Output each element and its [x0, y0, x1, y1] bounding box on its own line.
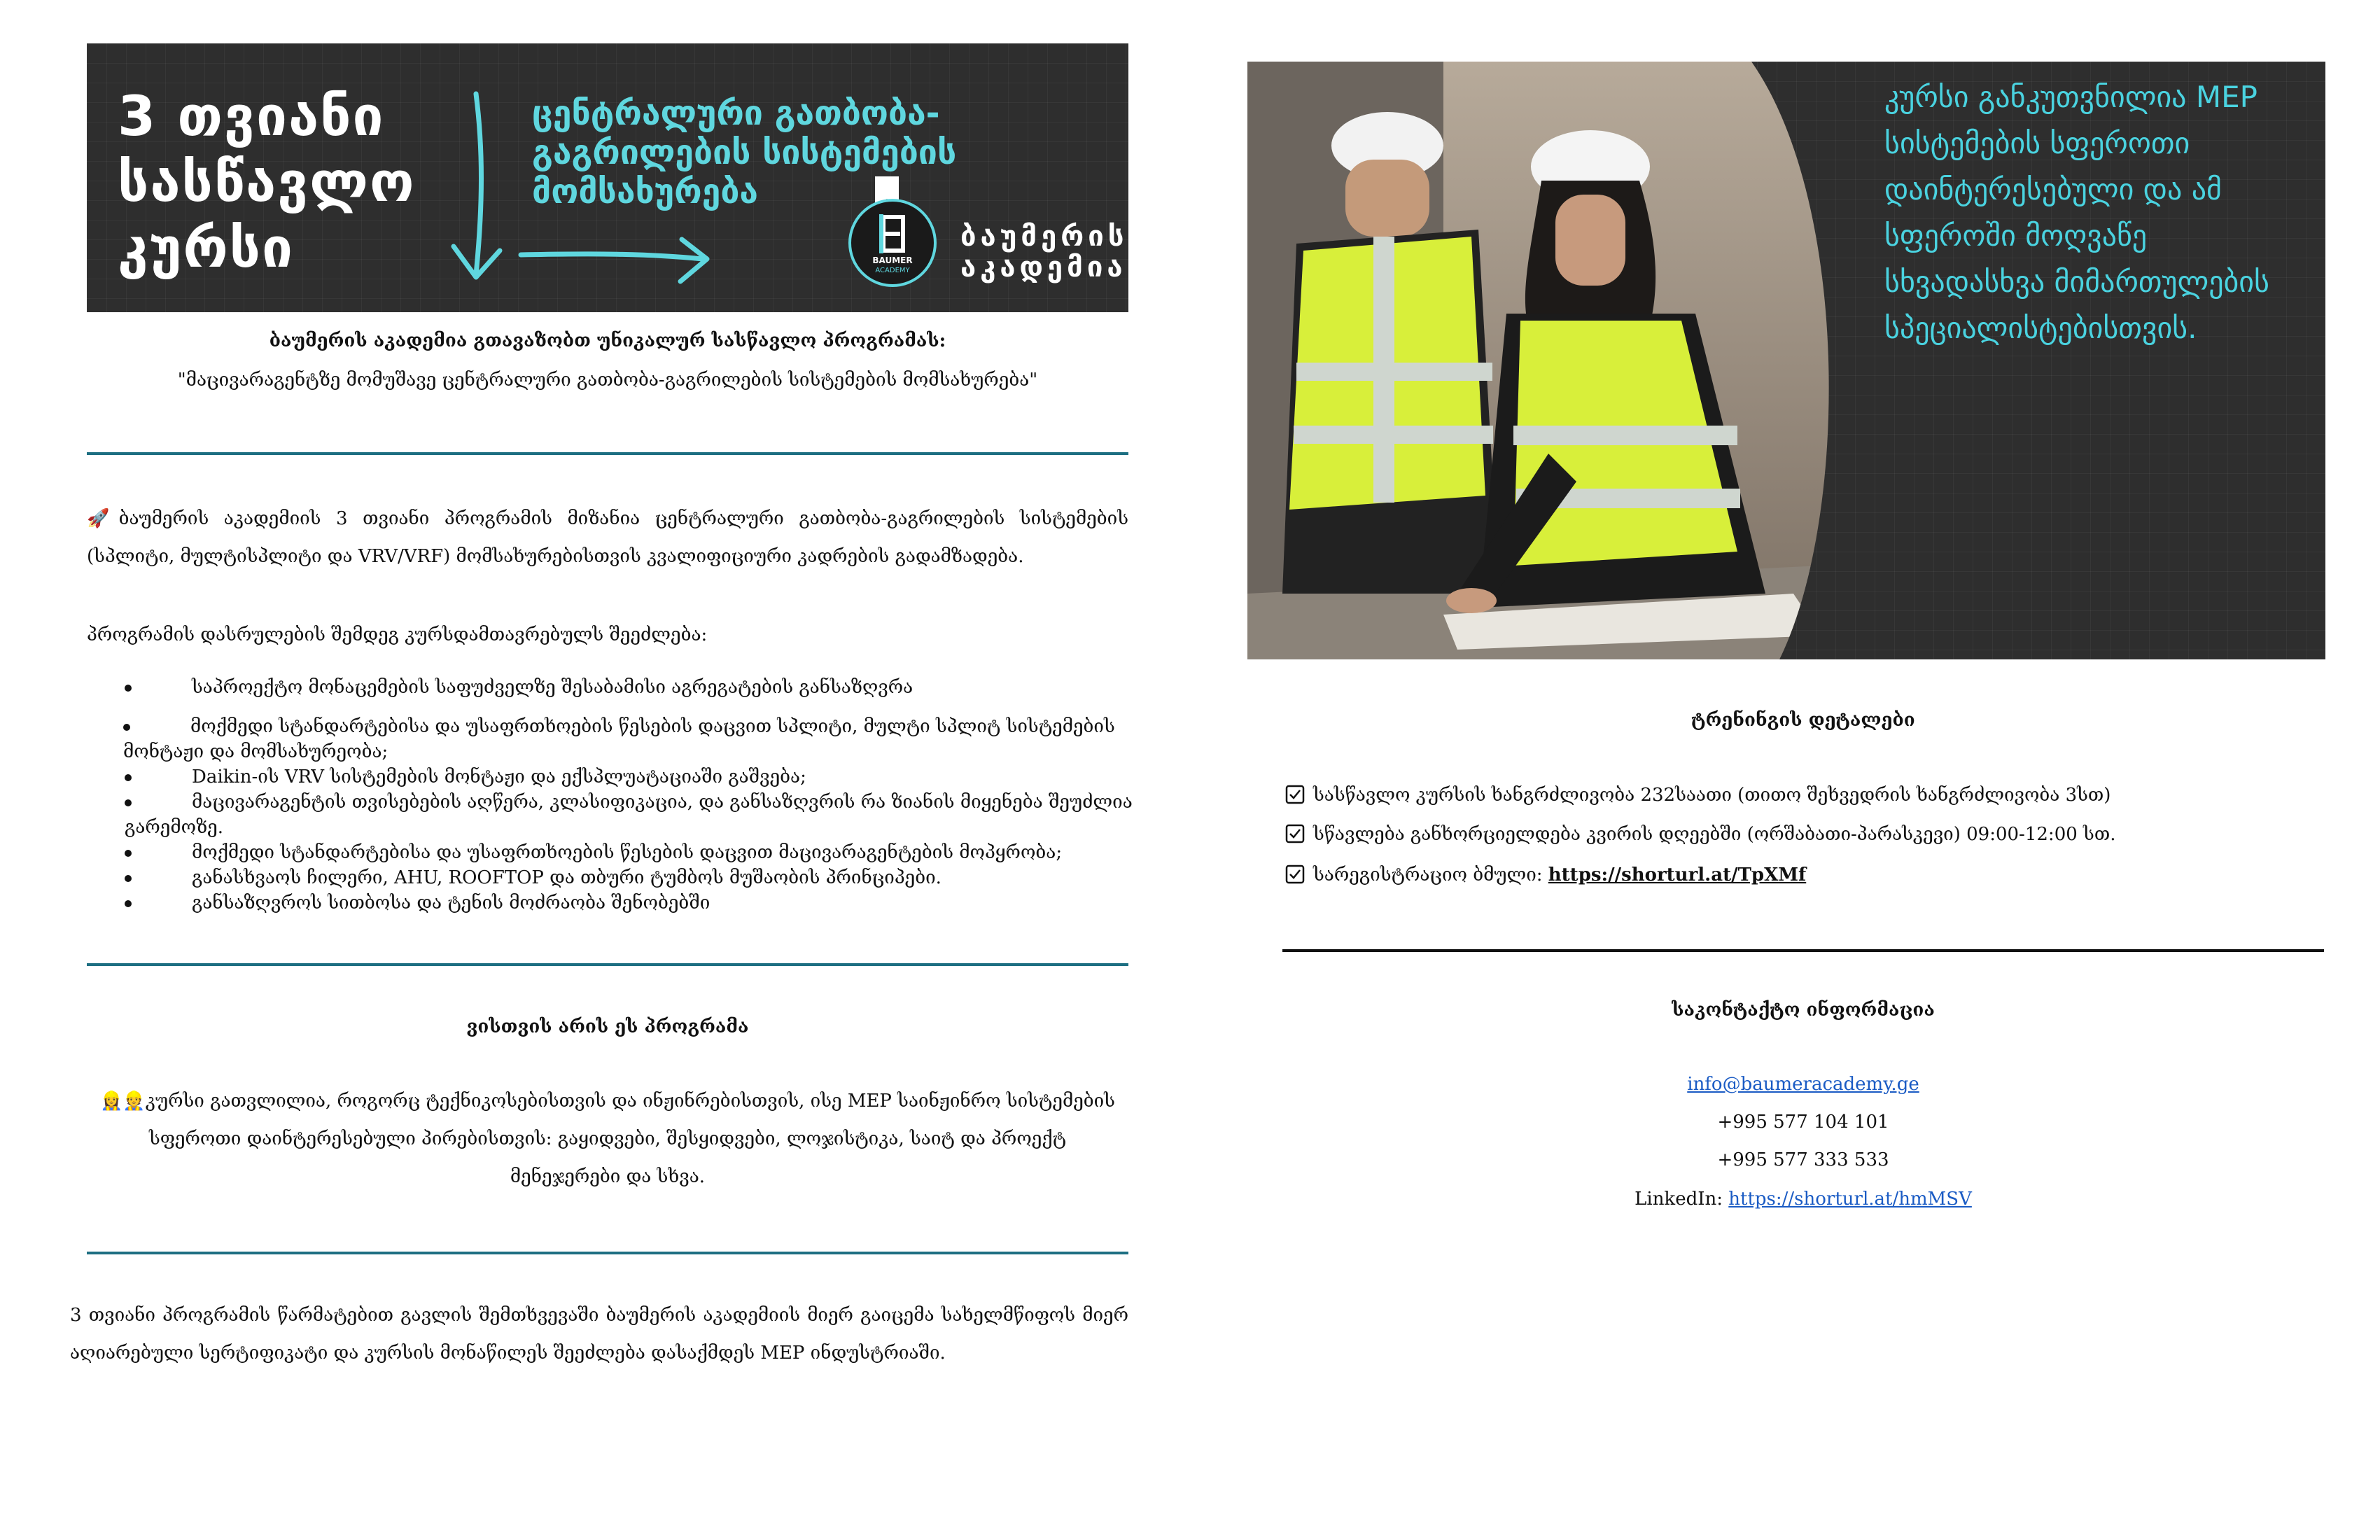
bullet-icon	[125, 850, 132, 857]
bullet-icon	[123, 724, 130, 731]
course-banner	[87, 43, 1128, 312]
list-item	[125, 840, 1161, 865]
checkbox-icon	[1285, 824, 1305, 844]
banner-subtitle-line: გაგრილების სისტემების	[532, 133, 957, 172]
logo-text-bottom: ACADEMY	[875, 267, 910, 274]
list-item-text: საპროექტო მონაცემების საფუძველზე შესაბამისი აგრეგატების განსაზღვრა	[192, 677, 913, 698]
list-item-text: მოქმედი სტანდარტებისა და უსაფრთხოების წესების დაცვით მაცივარაგენტების მოპყრობა;	[192, 842, 1063, 863]
list-item-text: Daikin-ის VRV სისტემების მონტაჟი და ექსპლუატაციაში გაშვება;	[192, 766, 806, 788]
section-divider	[87, 963, 1128, 966]
banner-subtitle-line: მომსახურება	[532, 172, 758, 211]
list-item	[125, 865, 1161, 890]
checkbox-icon	[1285, 785, 1305, 804]
list-item-text: მოქმედი სტანდარტებისა და უსაფრთხოების წესების დაცვით სპლიტი, მულტი სპლიტ სისტემების მონტაჟი და მომსახურეობა;	[123, 716, 1115, 762]
bullet-icon	[125, 685, 132, 692]
training-details-title: ტრენინგის დეტალები	[1691, 710, 1915, 731]
duration-text: სასწავლო კურსის ხანგრძლივობა 232საათი (თითო შეხვედრის ხანგრძლივობა 3სთ)	[1313, 785, 2111, 806]
bullet-icon	[125, 875, 132, 882]
photo-caption: კურსი განკუთვნილია MEP სისტემების სფეროთი დაინტერესებული და ამ სფეროში მოღვაწე სხვადასხვა მიმართულების სპეციალისტებისთვის.	[1884, 80, 2269, 345]
list-item	[125, 790, 1161, 840]
schedule-text: სწავლება განხორციელდება კვირის დღეებში (ორშაბათი-პარასკევი) 09:00-12:00 სთ.	[1313, 824, 2116, 845]
list-item-text: განასხვაოს ჩილერი, AHU, ROOFTOP და თბური ტუმბოს მუშაობის პრინციპები.	[192, 867, 941, 888]
brand-line: ბაუმერის	[960, 220, 1128, 253]
bullet-icon	[125, 774, 132, 781]
email-line	[1282, 1074, 2324, 1095]
linkedin-label: LinkedIn:	[1634, 1189, 1729, 1210]
phone-2: +995 577 333 533	[1717, 1149, 1889, 1170]
linkedin-line	[1282, 1189, 2324, 1210]
certificate-text: 3 თვიანი პროგრამის წარმატებით გავლის შემთხვევაში ბაუმერის აკადემიის მიერ გაიცემა სახელმწიფოს მიერ აღიარებული სერტიფიკატი და კურსის მონაწილეს შეეძლება დასაქმდეს MEP ინდუსტრიაში.	[70, 1305, 1128, 1364]
photo-banner	[1247, 62, 2325, 659]
section-divider	[1282, 949, 2324, 952]
duration-row	[1285, 783, 2321, 808]
registration-link[interactable]: https://shorturl.at/TpXMf	[1548, 864, 1807, 886]
baumer-academy-logo	[848, 199, 937, 287]
list-item-text: განსაზღვროს სითბოსა და ტენის მოძრაობა შენობებში	[192, 892, 710, 913]
list-item	[123, 714, 1161, 764]
schedule-row	[1285, 822, 2321, 847]
registration-row	[1285, 862, 2321, 888]
contact-title: საკონტაქტო ინფორმაცია	[1672, 1000, 1935, 1021]
list-item-text: მაცივარაგენტის თვისებების აღწერა, კლასიფიკაცია, და განსაზღვრის რა ზიანის მიყენება შეუძლია გარემოზე.	[125, 792, 1133, 838]
brand-name	[960, 220, 1128, 284]
linkedin-link[interactable]: https://shorturl.at/hmMSV	[1728, 1189, 1972, 1210]
banner-title-line: კურსი	[118, 217, 294, 280]
bullet-icon	[125, 799, 132, 806]
banner-subtitle-line: ცენტრალური გათბობა-	[532, 94, 940, 133]
section-divider	[87, 1252, 1128, 1254]
list-item	[125, 764, 1161, 790]
logo-text-top: BAUMER	[872, 255, 913, 265]
brand-line: აკადემია	[960, 251, 1127, 284]
outcomes-list	[125, 675, 1161, 916]
logo-b-icon	[851, 202, 934, 284]
program-name: "მაცივარაგენტზე მომუშავე ცენტრალური გათბობა-გაგრილების სისტემების მომსახურება"	[177, 370, 1038, 391]
banner-title-line: სასწავლო	[118, 151, 416, 214]
banner-subtitle	[532, 94, 1036, 211]
audience-title: ვისთვის არის ეს პროგრამა	[466, 1016, 749, 1037]
bullet-icon	[125, 900, 132, 907]
audience-text: 👷‍♀️👷კურსი გათვლილია, როგორც ტექნიკოსებისთვის და ინჟინრებისთვის, ისე MEP საინჟინრო სისტემების სფეროთი დაინტერესებული პირებისთვის: გაყიდვები, შესყიდვები, ლოჯისტიკა, საიტ და პროექტ მენეჯერები და სხვა.	[100, 1091, 1115, 1187]
email-link[interactable]: info@baumeracademy.ge	[1687, 1074, 1919, 1095]
banner-title-line: 3 თვიანი	[118, 85, 385, 148]
list-item	[125, 890, 1161, 916]
intro-title: ბაუმერის აკადემია გთავაზობთ უნიკალურ სასწავლო პროგრამას:	[269, 330, 946, 351]
section-divider	[87, 452, 1128, 455]
program-purpose: 🚀ბაუმერის აკადემიის 3 თვიანი პროგრამის მიზანია ცენტრალური გათბობა-გაგრილების სისტემების (სპლიტი, მულტისპლიტი და VRV/VRF) მომსახურებისთვის კვალიფიციური კადრების გადამზადება.	[87, 508, 1128, 567]
checkbox-icon	[1285, 864, 1305, 884]
registration-label: სარეგისტრაციო ბმული:	[1313, 864, 1548, 886]
outcomes-intro: პროგრამის დასრულების შემდეგ კურსდამთავრებულს შეეძლება:	[87, 624, 708, 645]
phone-1: +995 577 104 101	[1717, 1112, 1889, 1133]
list-item	[125, 675, 1161, 700]
